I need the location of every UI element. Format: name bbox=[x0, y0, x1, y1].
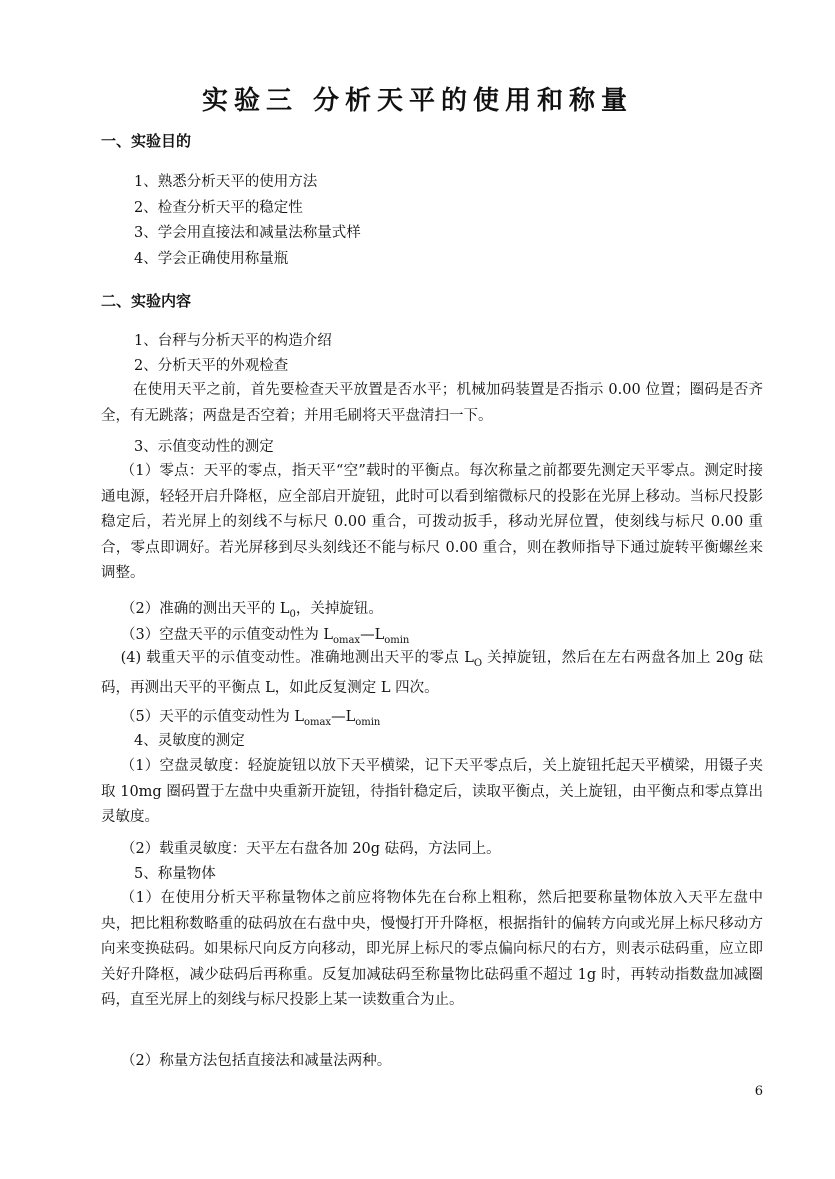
para-text: (4) 载重天平的示值变动性。准确地测出天平的零点 L bbox=[120, 650, 474, 666]
list-item: 1、台秤与分析天平的构造介绍 bbox=[134, 333, 332, 349]
paragraph-weighing: （1）在使用分析天平称量物体之前应将物体先在台称上粗称，然后把要称量物体放入天平左盘中央，把比粗称数略重的砝码放在右盘中央，慢慢打开升降枢，根据指针的偏转方向或光屏上标尺移动方向来变换砝码。如果标尺向反方向移动，即光屏上标尺的零点偏向标尺的右方，则表示砝码重，应立即关好升降枢，减少砝码后再称重。反复加减砝码至称量物比砝码重不超过 1g 时，再转动指数盘加减圈码，直至光屏上的刻线与标尺投影上某一读数重合为止。 bbox=[101, 890, 763, 1008]
list-item: 4、学会正确使用称量瓶 bbox=[134, 251, 289, 267]
section-heading-purpose: 一、实验目的 bbox=[101, 132, 192, 150]
paragraph-check: 在使用天平之前，首先要检查天平放置是否水平；机械加码装置是否指示 0.00 位置；圈码是否齐全，有无跳落；两盘是否空着；并用毛刷将天平盘清扫一下。 bbox=[101, 382, 763, 424]
step-text: （3）空盘天平的示值变动性为 L bbox=[121, 627, 333, 643]
list-item: 5、称量物体 bbox=[134, 866, 216, 882]
paragraph-zero-point: （1）零点：天平的零点，指天平“空”载时的平衡点。每次称量之前都要先测定天平零点。测定时接通电源，轻轻开启升降枢，应全部启开旋钮，此时可以看到缩微标尺的投影在光屏上移动。当标尺投影稳定后，若光屏上的刻线不与标尺 0.00 重合，可拨动扳手，移动光屏位置，使刻线与标尺 0.00 重合，零点即调好。若光屏移到尽头刻线还不能与标尺 0.00 重合，则在教师指导下通过旋转平衡螺丝来调整。 bbox=[101, 463, 763, 581]
list-item: 4、灵敏度的测定 bbox=[134, 733, 245, 749]
step-5 bbox=[121, 707, 380, 733]
step-text: （2）准确的测出天平的 L bbox=[121, 601, 290, 617]
list-item: 2、分析天平的外观检查 bbox=[134, 358, 289, 374]
list-item: 1、熟悉分析天平的使用方法 bbox=[134, 174, 318, 190]
subscript: O bbox=[473, 657, 483, 669]
paragraph-sensitivity: （1）空盘灵敏度：轻旋旋钮以放下天平横梁，记下天平零点后，关上旋钮托起天平横梁，用镊子夹取 10mg 圈码置于左盘中央重新开旋钮，待指针稳定后，读取平衡点，关上旋钮，由平衡点和零点算出灵敏度。 bbox=[101, 758, 763, 825]
list-item: 3、示值变动性的测定 bbox=[134, 439, 274, 455]
paragraph-load bbox=[101, 646, 763, 702]
step-methods: （2）称量方法包括直接法和减量法两种。 bbox=[121, 1053, 392, 1069]
para-text: 关掉旋钮，然后在左右两盘各加上 20g 砝码，再测出天平的平衡点 L，如此反复测定 L 四次。 bbox=[101, 650, 764, 697]
list-item: 3、学会用直接法和减量法称量式样 bbox=[134, 225, 361, 241]
step-load-sensitivity: （2）载重灵敏度：天平左右盘各加 20g 砝码，方法同上。 bbox=[121, 841, 501, 857]
subscript: omin bbox=[355, 716, 381, 728]
section-heading-content: 二、实验内容 bbox=[101, 292, 192, 310]
step-text: （5）天平的示值变动性为 L bbox=[121, 709, 304, 725]
page-number: 6 bbox=[754, 1084, 763, 1099]
step-text: —L bbox=[331, 709, 356, 725]
subscript: omax bbox=[303, 716, 332, 728]
page-title: 实验三 分析天平的使用和称量 bbox=[201, 86, 634, 116]
step-text: ，关掉旋钮。 bbox=[295, 601, 383, 617]
step-2 bbox=[121, 599, 383, 625]
subscript: omax bbox=[332, 634, 361, 646]
list-item: 2、检查分析天平的稳定性 bbox=[134, 200, 303, 216]
step-text: —L bbox=[360, 627, 385, 643]
subscript: omin bbox=[384, 634, 410, 646]
subscript: 0 bbox=[289, 608, 296, 620]
